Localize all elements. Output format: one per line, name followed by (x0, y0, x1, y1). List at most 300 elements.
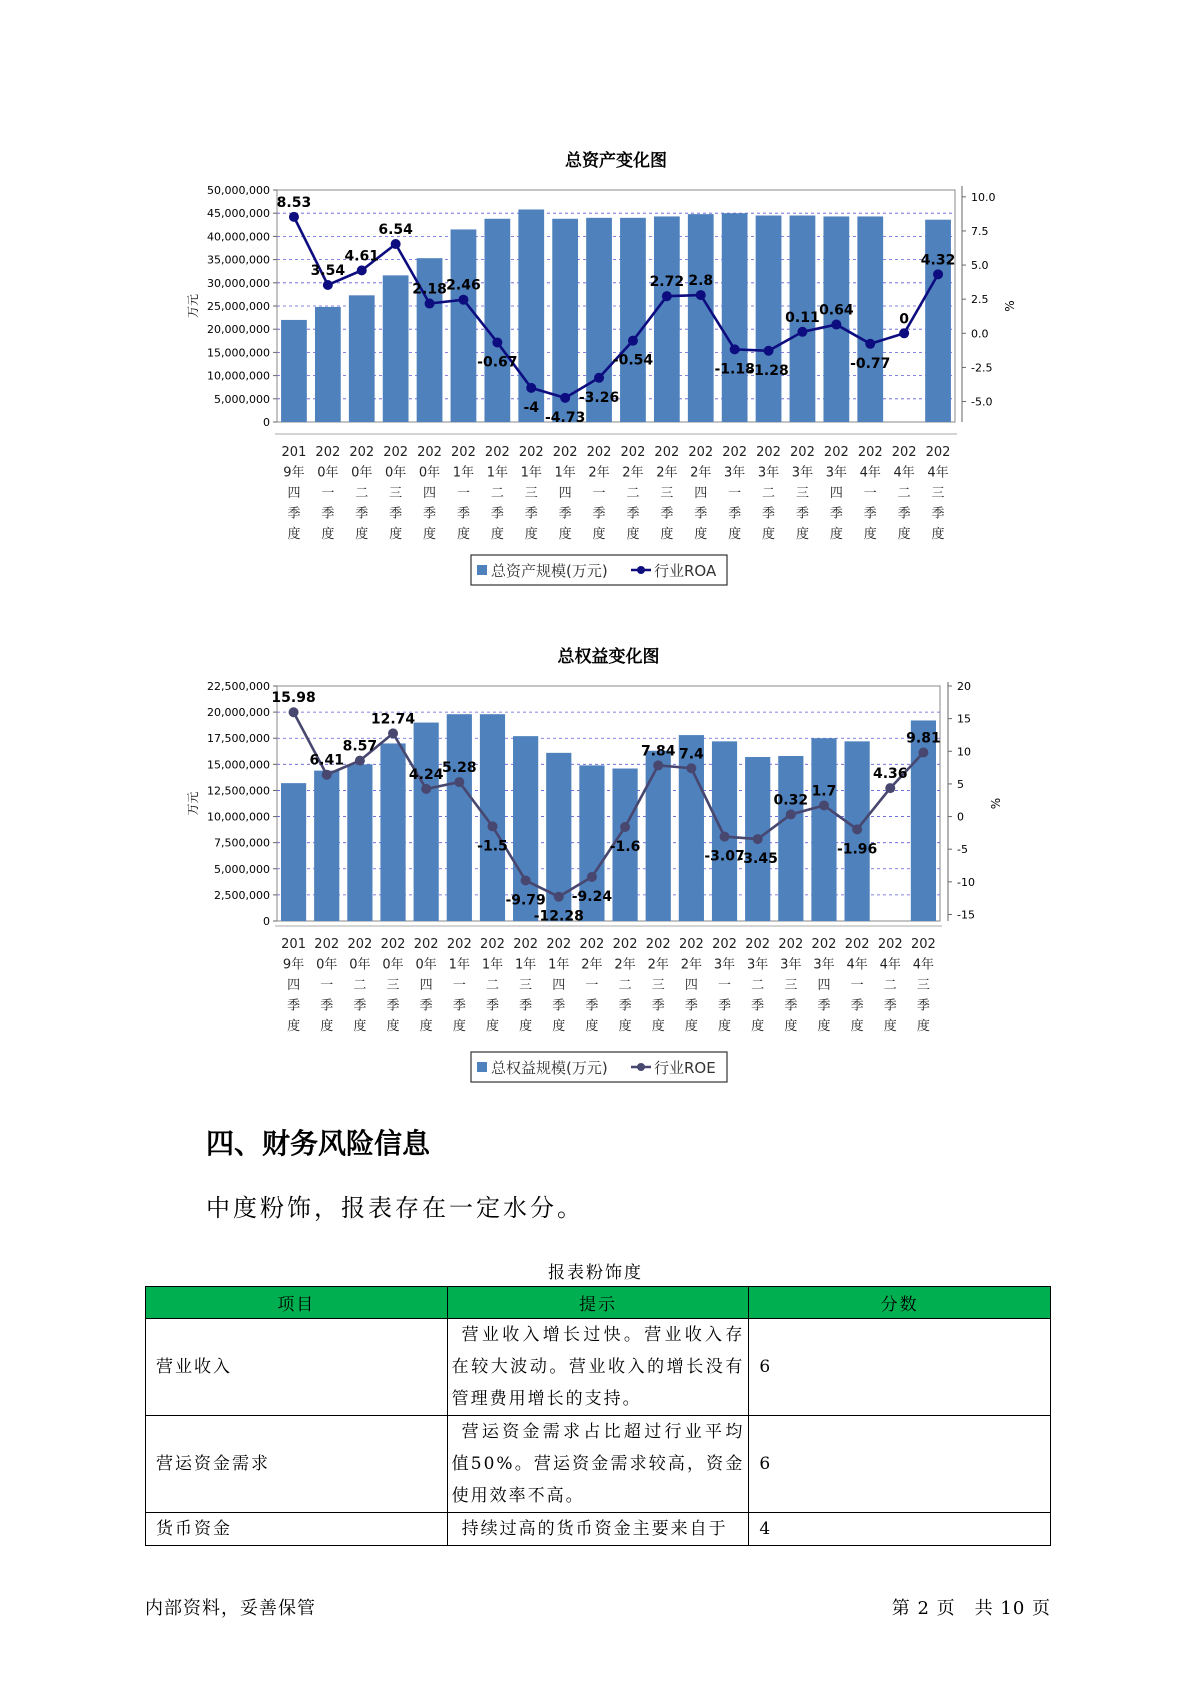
line-point (454, 777, 464, 787)
bar (857, 216, 883, 422)
x-tick-label: 202 (380, 937, 406, 952)
x-tick-label: 3年 (757, 465, 780, 481)
x-tick-label: 2年 (656, 465, 678, 481)
x-tick-label: 2年 (647, 957, 669, 973)
data-label: -9.79 (505, 892, 546, 909)
legend-line-marker (637, 566, 645, 574)
x-tick-label: 四 (558, 486, 572, 501)
x-tick-label: 季 (592, 506, 606, 522)
header-score: 分数 (749, 1287, 1051, 1319)
right-tick-label: 10.0 (971, 190, 996, 204)
left-tick-label: 15,000,000 (207, 758, 270, 772)
x-tick-label: 202 (513, 937, 539, 952)
left-tick-label: 20,000,000 (207, 706, 270, 720)
x-tick-label: 1年 (486, 465, 508, 481)
x-tick-label: 4年 (879, 957, 901, 973)
x-tick-label: 一 (718, 978, 732, 993)
x-tick-label: 202 (877, 937, 903, 952)
x-tick-label: 季 (718, 998, 732, 1014)
data-label: 4.24 (408, 766, 444, 783)
line-point (899, 328, 909, 338)
line-point (355, 756, 365, 766)
x-tick-label: 度 (728, 527, 742, 542)
data-label: 2.8 (688, 273, 714, 290)
line-point (620, 822, 630, 832)
x-tick-label: 0年 (349, 957, 371, 973)
x-tick-label: 季 (863, 506, 877, 522)
x-tick-label: 度 (456, 527, 470, 542)
line-point (487, 821, 497, 831)
x-tick-label: 202 (857, 445, 883, 460)
x-tick-label: 度 (423, 527, 437, 542)
right-tick-label: 0 (957, 810, 964, 824)
data-label: 15.98 (271, 690, 316, 707)
x-tick-label: 季 (762, 506, 776, 522)
x-tick-label: 四 (287, 978, 301, 993)
right-tick-label: 5.0 (971, 259, 989, 273)
x-tick-label: 3年 (780, 957, 802, 973)
data-label: -4 (523, 399, 540, 416)
line-point (587, 872, 597, 882)
x-tick-label: 季 (320, 998, 334, 1014)
x-tick-label: 三 (916, 978, 930, 993)
left-tick-label: 15,000,000 (207, 346, 270, 360)
data-label: 12.74 (370, 711, 416, 728)
line-point (560, 393, 570, 403)
data-label: -1.18 (714, 361, 755, 378)
line-point (764, 346, 774, 356)
chart-title: 总权益变化图 (557, 647, 660, 667)
left-tick-label: 45,000,000 (207, 207, 270, 221)
x-tick-label: 二 (883, 978, 897, 993)
total-assets-chart-svg (0, 140, 1191, 600)
x-tick-label: 202 (823, 445, 849, 460)
row-score: 6 (749, 1319, 1051, 1416)
x-tick-label: 度 (684, 1019, 698, 1034)
x-tick-label: 3年 (813, 957, 835, 973)
x-tick-label: 202 (552, 445, 578, 460)
x-tick-label: 度 (751, 1019, 765, 1034)
x-tick-label: 9年 (282, 957, 305, 973)
bar (620, 218, 646, 422)
left-tick-label: 2,500,000 (214, 888, 270, 902)
x-tick-label: 季 (558, 506, 572, 522)
table-row (146, 1513, 1051, 1546)
total-equity-chart (0, 638, 1191, 1098)
right-tick-label: 5 (957, 777, 964, 791)
risk-table (145, 1286, 1051, 1546)
line-point (421, 784, 431, 794)
bar (451, 229, 477, 422)
row-hint: 营运资金需求占比超过行业平均值50%。营运资金需求较高，资金使用效率不高。 (447, 1416, 749, 1513)
x-tick-label: 202 (612, 937, 638, 952)
x-tick-label: 度 (829, 527, 843, 542)
x-tick-label: 季 (660, 506, 674, 522)
x-tick-label: 202 (654, 445, 680, 460)
x-tick-label: 季 (485, 998, 499, 1014)
x-tick-label: 4年 (859, 465, 881, 481)
bar (281, 783, 306, 921)
x-tick-label: 度 (287, 1019, 301, 1034)
x-tick-label: 二 (618, 978, 632, 993)
data-label: -1.28 (748, 362, 789, 379)
table-row (146, 1319, 1051, 1416)
left-tick-label: 5,000,000 (214, 862, 270, 876)
bar (314, 771, 339, 921)
row-hint: 持续过高的货币资金主要来自于 (447, 1513, 749, 1546)
legend-bar-label: 总资产规模(万元) (491, 562, 608, 580)
x-tick-label: 度 (795, 527, 809, 542)
bar (823, 216, 849, 422)
data-label: -3.07 (704, 848, 745, 865)
data-label: 6.41 (309, 752, 344, 769)
x-tick-label: 1年 (448, 957, 470, 973)
x-tick-label: 四 (829, 486, 843, 501)
x-tick-label: 1年 (514, 957, 537, 973)
line-point (322, 770, 332, 780)
x-tick-label: 四 (287, 486, 301, 501)
x-tick-label: 2年 (588, 465, 610, 481)
x-tick-label: 季 (916, 998, 930, 1014)
row-score: 6 (749, 1416, 1051, 1513)
right-tick-label: 10 (957, 745, 971, 759)
data-label: 6.54 (378, 222, 413, 239)
x-tick-label: 2年 (690, 465, 712, 481)
bar (480, 714, 505, 921)
data-label: 7.4 (678, 746, 704, 763)
x-tick-label: 一 (863, 486, 877, 501)
right-axis-label: % (1003, 300, 1017, 312)
line-point (594, 373, 604, 383)
bar (646, 751, 671, 921)
data-label: 0 (899, 311, 910, 328)
x-tick-label: 度 (558, 527, 572, 542)
x-tick-label: 三 (931, 486, 945, 501)
line-point (686, 763, 696, 773)
data-label: -1.96 (836, 841, 878, 858)
left-tick-label: 10,000,000 (207, 810, 270, 824)
x-tick-label: 度 (762, 527, 776, 542)
left-tick-label: 30,000,000 (207, 276, 270, 290)
left-tick-label: 0 (263, 416, 270, 429)
x-tick-label: 季 (694, 506, 708, 522)
x-tick-label: 202 (722, 445, 748, 460)
bar (778, 756, 803, 921)
bar (349, 295, 375, 422)
x-tick-label: 0年 (316, 957, 338, 973)
line-point (391, 239, 401, 249)
x-tick-label: 季 (456, 506, 470, 522)
x-tick-label: 9年 (283, 465, 305, 481)
legend-line-label: 行业ROA (654, 562, 717, 580)
x-tick-label: 二 (353, 978, 367, 993)
x-tick-label: 202 (911, 937, 936, 952)
x-tick-label: 202 (413, 937, 439, 952)
line-point (289, 707, 299, 717)
x-tick-label: 202 (811, 937, 837, 952)
bar (383, 275, 409, 422)
x-tick-label: 四 (694, 486, 708, 501)
x-tick-label: 度 (592, 527, 606, 542)
x-tick-label: 202 (688, 445, 714, 460)
line-point (289, 212, 299, 222)
x-tick-label: 度 (784, 1019, 798, 1034)
table-row (146, 1416, 1051, 1513)
x-tick-label: 三 (651, 978, 665, 993)
x-tick-label: 季 (524, 506, 538, 522)
line-point (425, 299, 435, 309)
row-item: 营运资金需求 (146, 1416, 448, 1513)
left-tick-label: 50,000,000 (207, 184, 270, 197)
bar (347, 764, 372, 921)
x-tick-label: 度 (585, 1019, 599, 1034)
data-label: -12.28 (533, 908, 584, 925)
x-tick-label: 3年 (825, 465, 847, 481)
x-tick-label: 202 (586, 445, 612, 460)
x-tick-label: 三 (386, 978, 400, 993)
x-tick-label: 3年 (724, 465, 746, 481)
x-tick-label: 202 (756, 445, 781, 460)
x-tick-label: 季 (353, 998, 367, 1014)
bar (925, 220, 951, 422)
bar (688, 214, 714, 422)
legend-bar-label: 总权益规模(万元) (491, 1059, 608, 1077)
x-tick-label: 二 (485, 978, 499, 993)
x-tick-label: 4年 (893, 465, 915, 481)
x-tick-label: 三 (795, 486, 809, 501)
x-tick-label: 3年 (747, 957, 769, 973)
x-tick-label: 1年 (452, 465, 475, 481)
x-tick-label: 三 (784, 978, 798, 993)
data-label: -1.5 (477, 838, 508, 855)
x-tick-label: 季 (287, 998, 301, 1014)
x-tick-label: 度 (931, 527, 945, 542)
x-tick-label: 2年 (680, 957, 703, 973)
x-tick-label: 202 (745, 937, 771, 952)
total-equity-chart-svg (0, 638, 1191, 1098)
row-item: 货币资金 (146, 1513, 448, 1546)
x-tick-label: 202 (480, 937, 505, 952)
x-tick-label: 度 (897, 527, 911, 542)
data-label: -1.6 (609, 839, 641, 855)
x-tick-label: 季 (728, 506, 742, 522)
x-tick-label: 202 (446, 937, 472, 952)
x-tick-label: 4年 (927, 465, 949, 481)
x-tick-label: 一 (321, 486, 335, 501)
x-tick-label: 202 (778, 937, 804, 952)
x-tick-label: 202 (790, 445, 815, 460)
line-point (492, 337, 502, 347)
x-tick-label: 季 (452, 998, 466, 1014)
bar (756, 216, 782, 422)
x-tick-label: 202 (484, 445, 510, 460)
x-tick-label: 202 (678, 937, 704, 952)
x-tick-label: 202 (712, 937, 737, 952)
x-tick-label: 0年 (415, 957, 437, 973)
x-tick-label: 季 (519, 998, 533, 1014)
x-tick-label: 1年 (481, 957, 504, 973)
x-tick-label: 季 (651, 998, 665, 1014)
data-label: 9.81 (906, 730, 941, 747)
right-tick-label: -2.5 (971, 361, 993, 375)
right-tick-label: 7.5 (971, 224, 989, 238)
line-point (554, 892, 564, 902)
x-tick-label: 0年 (418, 465, 441, 481)
line-point (730, 344, 740, 354)
bar (654, 216, 680, 422)
data-label: 7.84 (640, 743, 676, 760)
x-tick-label: 一 (585, 978, 599, 993)
line-point (653, 760, 663, 770)
x-tick-label: 1年 (520, 465, 542, 481)
legend-line-marker (637, 1063, 645, 1071)
x-tick-label: 度 (321, 527, 335, 542)
x-tick-label: 度 (660, 527, 674, 542)
x-tick-label: 202 (546, 937, 572, 952)
x-tick-label: 二 (897, 486, 911, 501)
line-point (852, 824, 862, 834)
line-point (628, 336, 638, 346)
x-tick-label: 季 (897, 506, 911, 522)
right-axis-label: % (989, 797, 1003, 810)
x-tick-label: 三 (660, 486, 674, 501)
line-point (819, 800, 829, 810)
bar (447, 714, 472, 921)
left-tick-label: 0 (263, 915, 270, 928)
x-tick-label: 度 (485, 1019, 499, 1034)
x-tick-label: 四 (552, 978, 566, 993)
left-tick-label: 5,000,000 (214, 392, 270, 406)
line-point (797, 327, 807, 337)
row-item: 营业收入 (146, 1319, 448, 1416)
x-tick-label: 度 (817, 1019, 831, 1034)
header-item: 项目 (146, 1287, 448, 1319)
section-summary: 中度粉饰，报表存在一定水分。 (206, 1194, 584, 1222)
footer-page-number: 第 2 页 共 10 页 (891, 1598, 1051, 1619)
left-tick-label: 25,000,000 (207, 300, 270, 313)
left-tick-label: 35,000,000 (207, 253, 270, 267)
x-tick-label: 季 (795, 506, 809, 522)
data-label: 0.64 (819, 302, 854, 319)
x-tick-label: 1年 (548, 957, 570, 973)
x-tick-label: 度 (718, 1019, 732, 1034)
total-assets-chart (0, 140, 1191, 600)
x-tick-label: 季 (585, 998, 599, 1014)
footer-confidential: 内部资料，妥善保管 (145, 1598, 316, 1619)
left-tick-label: 10,000,000 (207, 369, 270, 383)
left-tick-label: 7,500,000 (214, 836, 270, 850)
x-tick-label: 202 (844, 937, 870, 952)
x-tick-label: 202 (579, 937, 605, 952)
left-axis-label: 万元 (186, 791, 200, 816)
x-tick-label: 季 (618, 998, 632, 1014)
header-hint: 提示 (447, 1287, 749, 1319)
x-tick-label: 四 (423, 486, 437, 501)
data-label: 2.18 (412, 281, 447, 298)
data-label: 3.54 (310, 262, 346, 279)
x-tick-label: 度 (850, 1019, 864, 1034)
line-point (521, 875, 531, 885)
right-tick-label: 15 (957, 712, 971, 726)
x-tick-label: 度 (519, 1019, 533, 1034)
data-label: -4.73 (544, 409, 586, 426)
x-tick-label: 度 (883, 1019, 897, 1034)
x-tick-label: 度 (651, 1019, 665, 1034)
bar (315, 307, 341, 422)
x-tick-label: 4年 (846, 957, 868, 973)
left-tick-label: 17,500,000 (207, 732, 270, 746)
x-tick-label: 度 (320, 1019, 334, 1034)
right-tick-label: 0.0 (971, 327, 989, 341)
left-axis-label: 万元 (186, 293, 200, 319)
x-tick-label: 0年 (385, 465, 407, 481)
line-point (526, 383, 536, 393)
row-score: 4 (749, 1513, 1051, 1546)
x-tick-label: 一 (452, 978, 466, 993)
x-tick-label: 季 (626, 506, 640, 522)
x-tick-label: 一 (592, 486, 606, 501)
data-label: -9.24 (571, 888, 613, 905)
x-tick-label: 季 (850, 998, 864, 1014)
x-tick-label: 201 (281, 937, 306, 952)
bar (712, 741, 737, 921)
x-tick-label: 3年 (791, 465, 814, 481)
bar (811, 738, 836, 921)
x-tick-label: 一 (728, 486, 742, 501)
left-tick-label: 40,000,000 (207, 230, 270, 244)
x-tick-label: 202 (347, 937, 373, 952)
x-tick-label: 3年 (713, 957, 736, 973)
data-label: 8.57 (342, 738, 378, 755)
x-tick-label: 四 (684, 978, 698, 993)
right-tick-label: 20 (957, 680, 971, 693)
legend-bar-swatch (477, 1062, 487, 1072)
x-tick-label: 度 (355, 527, 369, 542)
x-tick-label: 季 (389, 506, 403, 522)
x-tick-label: 度 (626, 527, 640, 542)
left-tick-label: 12,500,000 (207, 784, 270, 798)
x-tick-label: 202 (620, 445, 646, 460)
left-tick-label: 20,000,000 (207, 323, 270, 337)
line-point (753, 834, 763, 844)
x-tick-label: 一 (456, 486, 470, 501)
data-label: 4.32 (920, 252, 956, 269)
x-tick-label: 季 (321, 506, 335, 522)
x-tick-label: 二 (626, 486, 640, 501)
x-tick-label: 202 (315, 445, 341, 460)
x-tick-label: 季 (552, 998, 566, 1014)
x-tick-label: 202 (645, 937, 671, 952)
x-tick-label: 季 (419, 998, 433, 1014)
x-tick-label: 季 (817, 998, 831, 1014)
bar (281, 320, 307, 422)
data-label: -3.45 (737, 851, 778, 868)
data-label: 1.7 (811, 783, 837, 800)
x-tick-label: 度 (694, 527, 708, 542)
data-label: -0.77 (850, 355, 891, 372)
line-point (458, 295, 468, 305)
legend-line-label: 行业ROE (654, 1059, 716, 1077)
bar (722, 213, 748, 422)
x-tick-label: 二 (762, 486, 776, 501)
line-point (323, 280, 333, 290)
x-tick-label: 三 (524, 486, 538, 501)
x-tick-label: 度 (863, 527, 877, 542)
x-tick-label: 2年 (622, 465, 644, 481)
x-tick-label: 三 (389, 486, 403, 501)
table-header-row (146, 1287, 1051, 1319)
x-tick-label: 202 (417, 445, 442, 460)
